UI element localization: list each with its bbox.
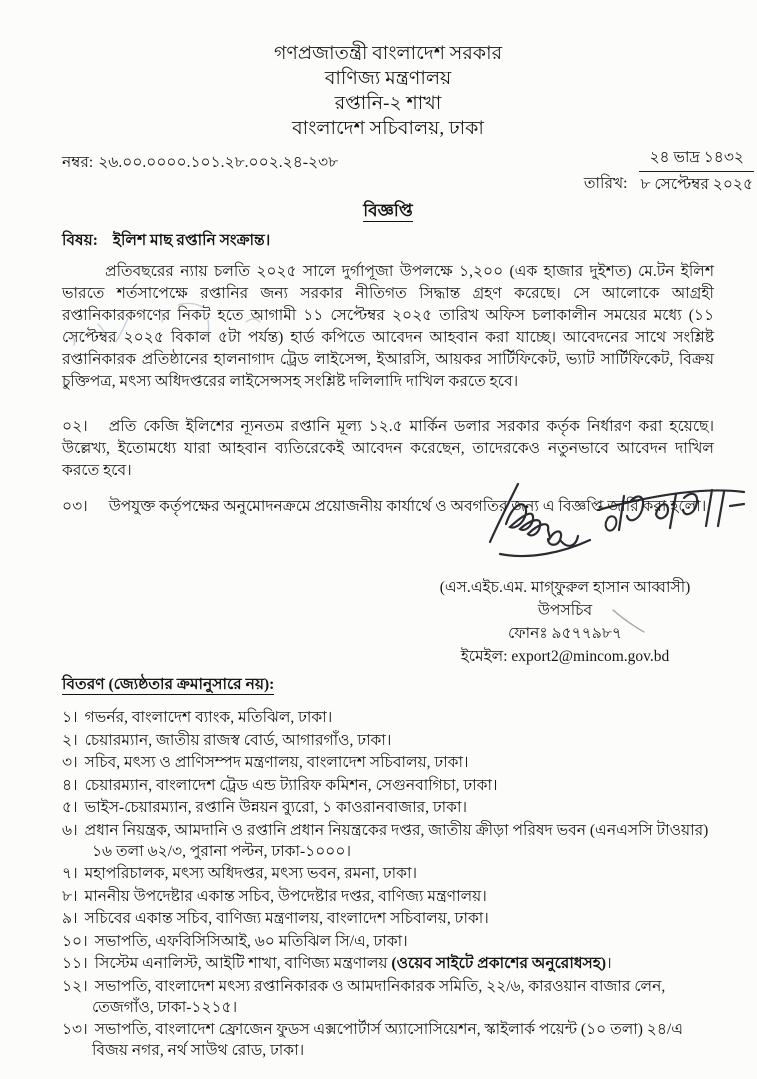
paragraph-2 bbox=[62, 416, 714, 482]
item-text: সভাপতি, বাংলাদেশ মৎস্য রপ্তানিকারক ও আমদানিকারক সমিতি, ২২/৬, কারওয়ান বাজার লেন, তেজগাঁও, ঢাকা-১২১৫। bbox=[92, 977, 666, 1016]
signatory-phone bbox=[380, 622, 750, 645]
item-text: সভাপতি, বাংলাদেশ ফ্রোজেন ফুডস এক্সপোর্টার্স অ্যাসোসিয়েশন, স্কাইলার্ক পয়েন্ট (১০ তলা) ২৪/এ বিজয় নগর, নর্থ সাউথ রোড, ঢাকা। bbox=[92, 1021, 684, 1059]
subject-line bbox=[62, 230, 714, 252]
email-value: export2@mincom.gov.bd bbox=[511, 648, 670, 665]
item-number: ৯। bbox=[62, 910, 78, 927]
item-text: চেয়ারম্যান, জাতীয় রাজস্ব বোর্ড, আগারগাঁও, ঢাকা। bbox=[84, 731, 392, 749]
distribution-heading: বিতরণ (জ্যেষ্ঠতার ক্রমানুসারে নয়): bbox=[62, 676, 275, 693]
item-number: ৩। bbox=[62, 754, 78, 771]
date-bangla: ২৪ ভাদ্র ১৪৩২ bbox=[639, 148, 754, 172]
phone-value: ৯৫৭৭৯৮৭ bbox=[551, 625, 622, 642]
letterhead bbox=[62, 41, 714, 141]
email-label: ইমেইল: bbox=[460, 648, 508, 665]
list-item bbox=[62, 886, 714, 907]
date-stack bbox=[639, 148, 754, 196]
paragraph-2-number: ০২। bbox=[62, 418, 88, 435]
item-number: ৬। bbox=[62, 821, 78, 839]
list-item bbox=[62, 1019, 714, 1061]
list-item bbox=[62, 775, 714, 796]
secretariat-address: বাংলাদেশ সচিবালয়, ঢাকা bbox=[292, 118, 484, 139]
notice-title: বিজ্ঞপ্তি bbox=[363, 201, 413, 220]
date-block bbox=[584, 148, 754, 196]
list-item bbox=[62, 976, 714, 1018]
item-number: ৮। bbox=[62, 887, 78, 905]
item-number: ২। bbox=[62, 731, 78, 749]
item-number: ৭। bbox=[62, 865, 78, 882]
item-text: ভাইস-চেয়ারম্যান, রপ্তানি উন্নয়ন ব্যুরো, ১ কাওরানবাজার, ঢাকা। bbox=[84, 799, 467, 816]
signatory-name: (এস.এইচ.এম. মাগ্‌ফুরুল হাসান আব্বাসী) bbox=[439, 579, 691, 596]
distribution-list bbox=[62, 707, 714, 1061]
branch-name: রপ্তানি-২ শাখা bbox=[334, 93, 442, 114]
paragraph-2-text: প্রতি কেজি ইলিশের ন্যূনতম রপ্তানি মূল্য ১২.৫ মার্কিন ডলার সরকার কর্তৃক নির্ধারণ করা হয়েছে। উল্লেখ্য, ইতোমধ্যে যারা আহবান ব্যতিরেকেই আবেদন করেছেন, তাদেরকেও নতুনভাবে আবেদন দাখিল করতে হবে। bbox=[62, 418, 714, 479]
subject-text: ইলিশ মাছ রপ্তানি সংক্রান্ত। bbox=[112, 232, 271, 249]
item-text: মহাপরিচালক, মৎস্য অধিদপ্তর, মৎস্য ভবন, রমনা, ঢাকা। bbox=[84, 865, 418, 882]
item-text: সচিব, মৎস্য ও প্রাণিসম্পদ মন্ত্রণালয়, বাংলাদেশ সচিবালয়, ঢাকা। bbox=[84, 754, 469, 771]
subject-label: বিষয়: bbox=[62, 232, 98, 249]
ministry-name: বাণিজ্য মন্ত্রণালয় bbox=[324, 68, 452, 89]
paragraph-1: প্রতিবছরের ন্যায় চলতি ২০২৫ সালে দুর্গাপূজা উপলক্ষে ১,২০০ (এক হাজার দুইশত) মে.টন ইলিশ ভারতে শর্তসাপেক্ষে রপ্তানির জন্য সরকার নীতিগত সিদ্ধান্ত গ্রহণ করেছে। সে আলোকে আগ্রহী রপ্তানিকারকগণের নিকট হতে আগামী ১১ সেপ্টেম্বর ২০২৫ তারিখ অফিস চলাকালীন সময়ের মধ্যে (১১ সেপ্টেম্বর ২০২৫ বিকাল ৫টা পর্যন্ত) হার্ড কপিতে আবেদন আহবান করা যাচ্ছে। আবেদনের সাথে সংশ্লিষ্ট রপ্তানিকারক প্রতিষ্ঠানের হালনাগাদ ট্রেড লাইসেন্স, ইআরসি, আয়কর সার্টিফিকেট, ভ্যাট সার্টিফিকেট, বিক্রয় চুক্তিপত্র, মৎস্য অধিদপ্তরের লাইসেন্সসহ সংশ্লিষ্ট দলিলাদি দাখিল করতে হবে। bbox=[62, 263, 714, 390]
item-number: ১। bbox=[62, 709, 78, 726]
government-name: গণপ্রজাতন্ত্রী বাংলাদেশ সরকার bbox=[273, 43, 503, 64]
item-number: ১১। bbox=[62, 955, 88, 972]
signature-block bbox=[380, 576, 750, 668]
item-number: ৪। bbox=[62, 776, 78, 794]
memo-number-value: ২৬.০০.০০০০.১০১.২৮.০০২.২৪-২৩৮ bbox=[98, 154, 339, 171]
list-item bbox=[62, 931, 714, 952]
list-item bbox=[62, 908, 714, 929]
reference-row bbox=[62, 148, 754, 196]
paragraph-3-text: উপযুক্ত কর্তৃপক্ষের অনুমোদনক্রমে প্রয়োজনীয় কার্যার্থে ও অবগতির জন্য এ বিজ্ঞপ্তি জারি করা হলো। bbox=[108, 498, 707, 515]
item-text: গভর্নর, বাংলাদেশ ব্যাংক, মতিঝিল, ঢাকা। bbox=[84, 709, 333, 726]
item-text-bold: (ওয়েব সাইটে প্রকাশের অনুরোধসহ) bbox=[391, 955, 607, 972]
item-number: ১২। bbox=[62, 977, 88, 995]
item-number: ১০। bbox=[62, 932, 88, 950]
item-text: সচিবের একান্ত সচিব, বাণিজ্য মন্ত্রণালয়, বাংলাদেশ সচিবালয়, ঢাকা। bbox=[84, 910, 489, 927]
item-text-post: । bbox=[606, 955, 612, 972]
item-text: প্রধান নিয়ন্ত্রক, আমদানি ও রপ্তানি প্রধান নিয়ন্ত্রকের দপ্তর, জাতীয় ক্রীড়া পরিষদ ভবন (এনএসসি টাওয়ার) ১৬ তলা ৬২/৩, পুরানা পল্টন, ঢাকা-১০০০। bbox=[84, 821, 709, 860]
date-label: তারিখ: bbox=[583, 175, 628, 192]
signatory-email bbox=[380, 645, 750, 668]
list-item bbox=[62, 953, 714, 974]
item-number: ৫। bbox=[62, 799, 78, 816]
phone-label: ফোনঃ bbox=[508, 625, 548, 642]
item-text: মাননীয় উপদেষ্টার একান্ত সচিব, উপদেষ্টার দপ্তর, বাণিজ্য মন্ত্রণালয়। bbox=[84, 887, 487, 905]
memo-number bbox=[62, 148, 338, 174]
signatory-designation: উপসচিব bbox=[537, 602, 593, 619]
list-item bbox=[62, 863, 714, 884]
item-text: সিস্টেম এনালিস্ট, আইটি শাখা, বাণিজ্য মন্ত্রণালয় bbox=[94, 955, 392, 972]
list-item bbox=[62, 820, 714, 862]
list-item bbox=[62, 707, 714, 728]
item-number: ১৩। bbox=[62, 1021, 88, 1038]
date-gregorian: ৮ সেপ্টেম্বর ২০২৫ bbox=[640, 176, 754, 193]
item-text: সভাপতি, এফবিসিসিআই, ৬০ মতিঝিল সি/এ, ঢাকা। bbox=[94, 932, 408, 950]
list-item bbox=[62, 752, 714, 773]
list-item bbox=[62, 797, 714, 818]
memo-number-label: নম্বর: bbox=[62, 154, 94, 171]
paragraph-3-number: ০৩। bbox=[62, 498, 88, 515]
handwritten-signature bbox=[472, 476, 750, 560]
item-text: চেয়ারম্যান, বাংলাদেশ ট্রেড এন্ড ট্যারিফ কমিশন, সেগুনবাগিচা, ঢাকা। bbox=[84, 776, 498, 794]
list-item bbox=[62, 730, 714, 751]
